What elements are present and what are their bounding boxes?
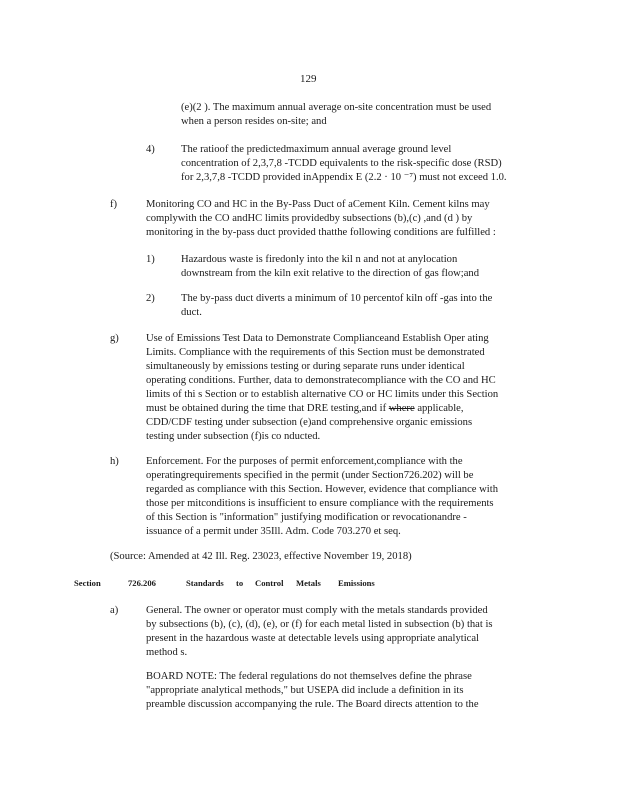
text-fragment: applicable, bbox=[417, 403, 464, 414]
text-line: for 2,3,7,8 -TCDD provided inAppendix E (2.2 · 10 ⁻⁷) must not exceed 1.0. bbox=[181, 172, 507, 183]
text-fragment: must be obtained during the time that DRE testing,and bbox=[146, 403, 377, 414]
text-line: present in the hazardous waste at detectable levels using appropriate analytical bbox=[146, 633, 479, 644]
section-title-word: Metals bbox=[296, 578, 321, 588]
text-line: of this Section is "information" justifying modification or revocationandre - bbox=[146, 512, 467, 523]
text-line: regarded as compliance with this Section. However, evidence that compliance with bbox=[146, 484, 498, 495]
text-line: operatingrequirements specified in the permit (under Section726.202) will be bbox=[146, 470, 474, 481]
text-line: method s. bbox=[146, 647, 188, 658]
text-line: Use of Emissions Test Data to Demonstrate Complianceand Establish Oper ating bbox=[146, 333, 489, 344]
item-label: 2) bbox=[146, 293, 155, 304]
text-fragment: if bbox=[379, 403, 387, 414]
item-label: g) bbox=[110, 333, 119, 344]
section-title-word: Standards bbox=[186, 578, 224, 588]
section-number: 726.206 bbox=[128, 578, 156, 588]
section-title-word: to bbox=[236, 578, 244, 588]
text-line: Monitoring CO and HC in the By-Pass Duct of aCement Kiln. Cement kilns may bbox=[146, 199, 490, 210]
text-line: Enforcement. For the purposes of permit enforcement,compliance with the bbox=[146, 456, 463, 467]
page-number: 129 bbox=[300, 73, 317, 85]
text-line: duct. bbox=[181, 307, 202, 318]
text-line: complywith the CO andHC limits providedby subsections (b),(c) ,and (d ) by bbox=[146, 213, 473, 224]
section-title-word: Control bbox=[255, 578, 284, 588]
item-label: 4) bbox=[146, 144, 155, 155]
text-line bbox=[146, 402, 464, 415]
section-title-word: Emissions bbox=[338, 578, 375, 588]
text-line: when a person resides on-site; and bbox=[181, 116, 327, 127]
text-line: operating conditions. Further, data to demonstratecompliance with the CO and HC bbox=[146, 375, 496, 386]
item-label: a) bbox=[110, 605, 119, 616]
item-label: 1) bbox=[146, 254, 155, 265]
text-line: General. The owner or operator must comply with the metals standards provided bbox=[146, 605, 488, 616]
text-line: monitoring in the by-pass duct provided thatthe following conditions are fulfilled : bbox=[146, 227, 496, 238]
board-note-line: "appropriate analytical methods," but USEPA did include a definition in its bbox=[146, 685, 464, 696]
struck-text: where bbox=[388, 403, 415, 414]
source-note: (Source: Amended at 42 Ill. Reg. 23023, effective November 19, 2018) bbox=[110, 551, 412, 562]
text-line: The ratioof the predictedmaximum annual average ground level bbox=[181, 144, 452, 155]
text-line: limits of thi s Section or to establish alternative CO or HC limits under this Section bbox=[146, 389, 499, 400]
text-line: issuance of a permit under 35Ill. Adm. Code 703.270 et seq. bbox=[146, 526, 401, 537]
board-note-line: preamble discussion accompanying the rule. The Board directs attention to the bbox=[146, 699, 479, 710]
text-line: downstream from the kiln exit relative to the direction of gas flow;and bbox=[181, 268, 480, 279]
text-line: by subsections (b), (c), (d), (e), or (f) for each metal listed in subsection (b) that is bbox=[146, 619, 493, 630]
item-label: f) bbox=[110, 199, 118, 210]
text-line: Hazardous waste is firedonly into the kil n and not at anylocation bbox=[181, 254, 458, 265]
text-line: testing under subsection (f)is co nducted. bbox=[146, 431, 321, 442]
text-line: simultaneously by emissions testing or during separate runs under identical bbox=[146, 361, 465, 372]
text-line: (e)(2 ). The maximum annual average on-site concentration must be used bbox=[181, 102, 492, 113]
text-line: The by-pass duct diverts a minimum of 10 percentof kiln off -gas into the bbox=[181, 293, 493, 304]
text-line: Limits. Compliance with the requirements of this Section must be demonstrated bbox=[146, 347, 485, 358]
section-word: Section bbox=[74, 578, 101, 588]
text-line: concentration of 2,3,7,8 -TCDD equivalents to the risk-specific dose (RSD) bbox=[181, 158, 502, 169]
item-label: h) bbox=[110, 456, 119, 467]
text-line: CDD/CDF testing under subsection (e)and comprehensive organic emissions bbox=[146, 417, 473, 428]
board-note-line: BOARD NOTE: The federal regulations do not themselves define the phrase bbox=[146, 671, 472, 682]
text-line: those per mitconditions is insufficient to ensure compliance with the requirements bbox=[146, 498, 494, 509]
